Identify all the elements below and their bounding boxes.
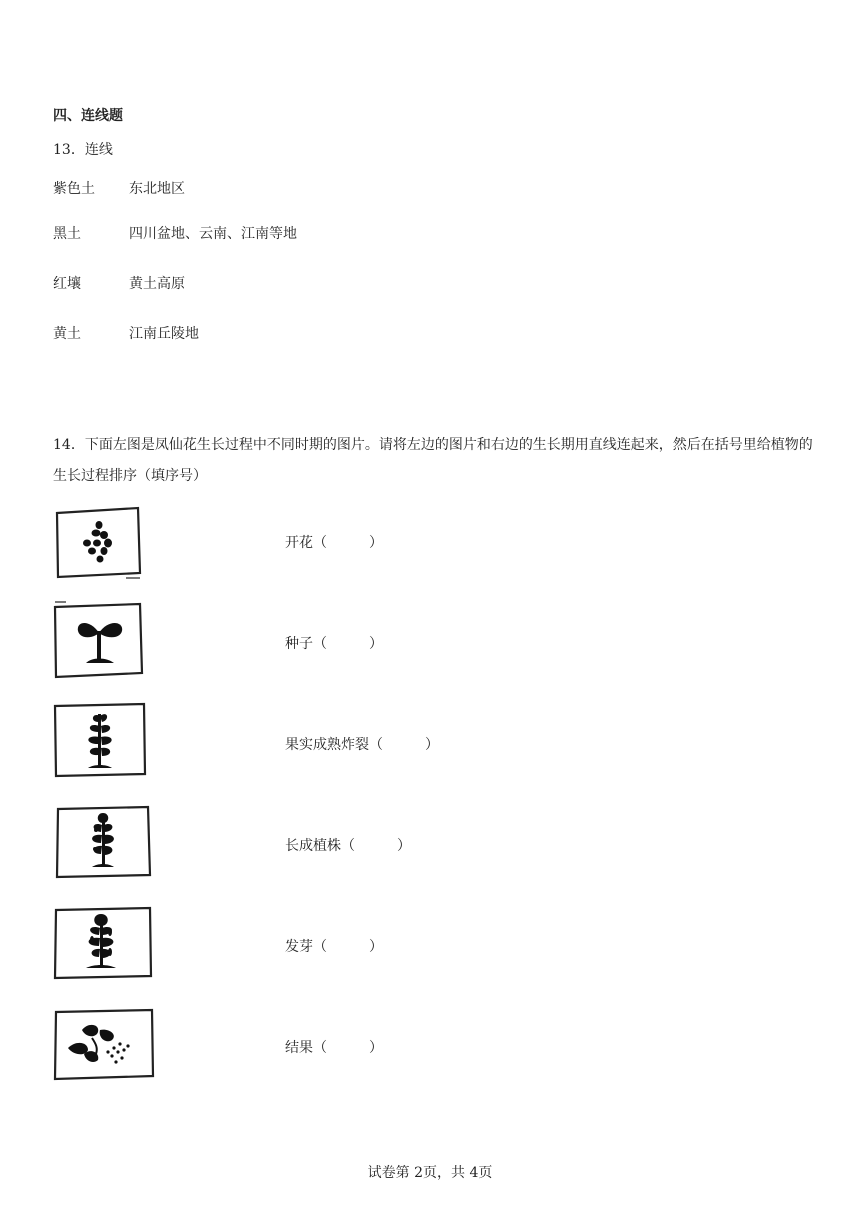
burst-fruit-picture (52, 1008, 156, 1082)
q13-left-item: 黄土 (53, 326, 81, 342)
stage-label: 发芽（ ） (285, 939, 383, 955)
q13-left-item: 红壤 (53, 276, 81, 292)
seedling-picture (52, 601, 146, 681)
fruiting-plant-picture (52, 906, 154, 982)
q13-stem: 13．连线 (53, 142, 113, 158)
section-title: 四、连线题 (53, 108, 123, 124)
flowering-plant-picture (54, 805, 152, 881)
page-number: 试卷第 2页，共 4页 (367, 1165, 493, 1181)
q13-right-item: 江南丘陵地 (129, 326, 199, 342)
q14-stem: 14．下面左图是凤仙花生长过程中不同时期的图片。请将左边的图片和右边的生长期用直线连起来，然后在括号里给植物的生长过程排序（填序号） (53, 437, 813, 484)
stage-label: 长成植株（ ） (285, 838, 411, 854)
q13-right-item: 东北地区 (129, 181, 185, 197)
q13-right-item: 四川盆地、云南、江南等地 (129, 226, 297, 242)
stage-label: 种子（ ） (285, 636, 383, 652)
q13-left-item: 黑土 (53, 226, 81, 242)
stage-label: 结果（ ） (285, 1040, 383, 1056)
stage-label: 开花（ ） (285, 535, 383, 551)
seeds-picture (52, 505, 144, 581)
stage-label: 果实成熟炸裂（ ） (285, 737, 439, 753)
q13-right-item: 黄土高原 (129, 276, 185, 292)
young-plant-picture (52, 702, 148, 780)
q13-left-item: 紫色土 (53, 181, 95, 197)
